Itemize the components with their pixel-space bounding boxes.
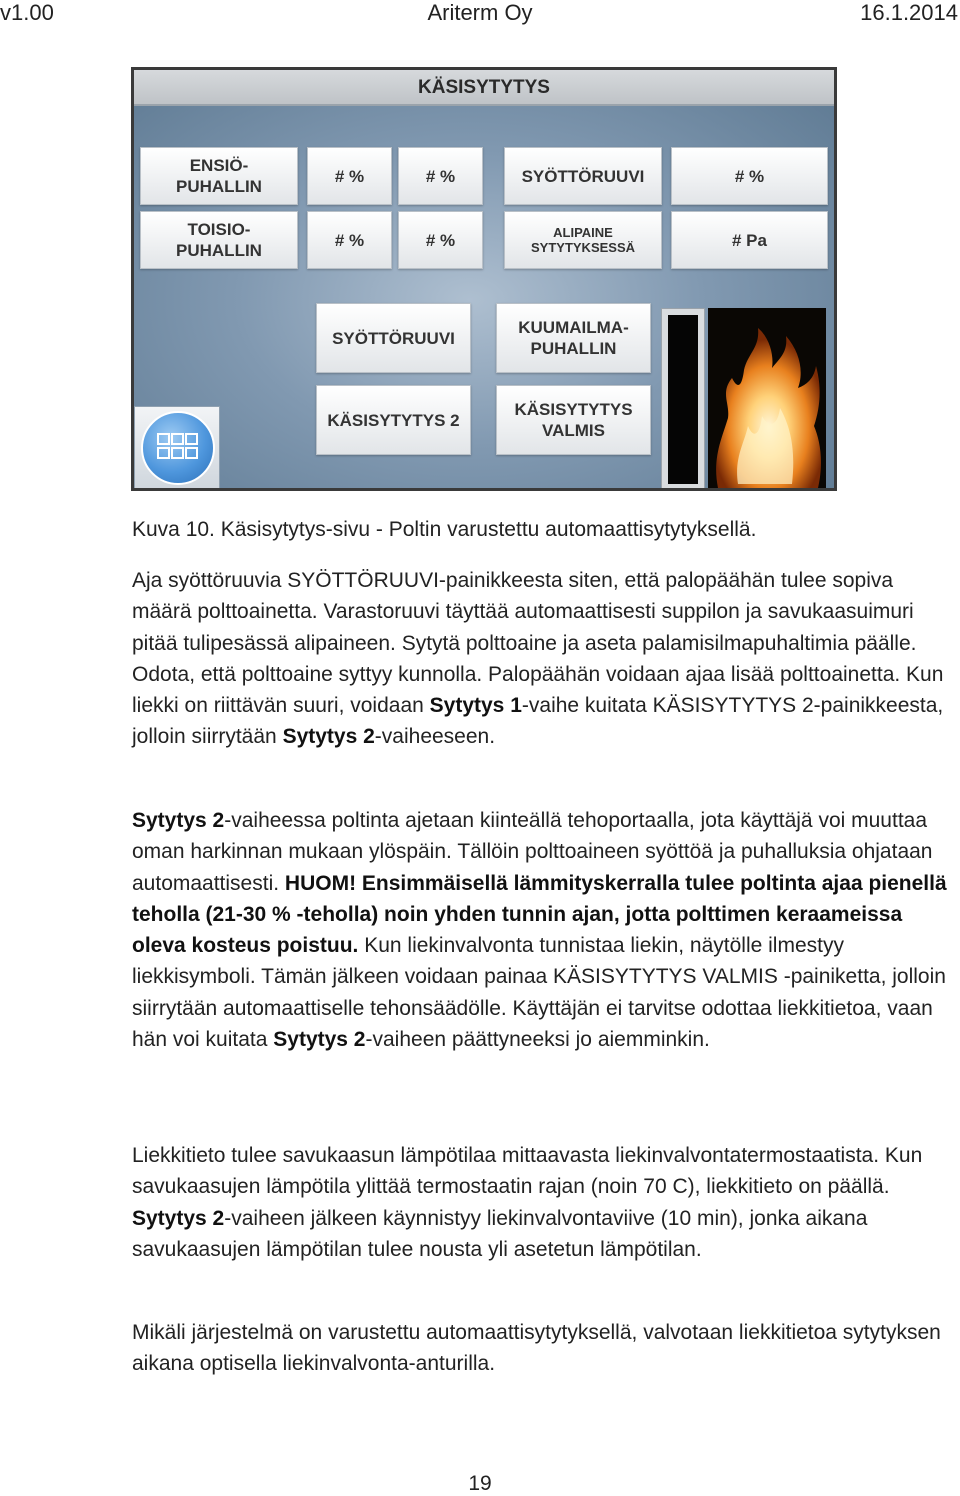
kuumailmapuhallin-button[interactable]: KUUMAILMA- PUHALLIN xyxy=(496,303,651,373)
ensio-percent-2-button[interactable]: # % xyxy=(398,147,483,205)
syottoruuvi-button[interactable]: SYÖTTÖRUUVI xyxy=(316,303,471,373)
figure-caption: Kuva 10. Käsisytytys-sivu - Poltin varustettu automaattisytytyksellä. xyxy=(132,518,757,541)
pressure-pa-button[interactable]: # Pa xyxy=(671,211,828,269)
kasisytytys-valmis-button[interactable]: KÄSISYTYTYS VALMIS xyxy=(496,385,651,455)
company-name: Ariterm Oy xyxy=(427,0,533,25)
p2-text-a: -vaiheessa poltinta ajetaan kiinteällä tehoportaalla, jota käyttäjä voi muuttaa oman harkinnan mukaan ylöspäin. Tällöin polttoaineen syöttöä ja puhalluksia ohjataan automaattisesti. xyxy=(132,809,933,895)
p1-text-d: -vaiheeseen. xyxy=(374,725,496,749)
p2-bold-warning: HUOM! Ensimmäisellä lämmityskerralla tulee poltinta ajaa pienellä teholla (21-30 % -teholla) noin yhden tunnin ajan, jotta polttimen keraameissa oleva kosteus poistuu. xyxy=(132,871,947,958)
flame-level-meter xyxy=(661,308,705,491)
meter-display xyxy=(668,315,698,484)
p3-bold-1: Sytytys 2 xyxy=(132,1206,225,1230)
paragraph-3 xyxy=(132,1140,947,1265)
paragraph-1 xyxy=(132,565,947,753)
syottoruuvi-percent-button[interactable]: # % xyxy=(671,147,828,205)
page-number: 19 xyxy=(468,1472,492,1495)
screen-title: KÄSISYTYTYS xyxy=(134,70,834,106)
doc-date: 16.1.2014 xyxy=(860,0,958,25)
p2-bold-3: Sytytys 2 xyxy=(273,1028,366,1052)
p1-bold-1: Sytytys 1 xyxy=(429,694,522,718)
p2-bold-1: Sytytys 2 xyxy=(132,809,225,832)
toisio-percent-1-button[interactable]: # % xyxy=(307,211,392,269)
p1-text-c: -vaihe kuitata KÄSISYTYTYS 2-painikkeesta, jolloin siirrytään xyxy=(132,694,944,749)
p1-text-a: Aja syöttöruuvia SYÖTTÖRUUVI-painikkeesta siten, että palopäähän tulee sopiva määrä polttoainetta. Varastoruuvi täyttää automaattisesti suppilon ja savukaasuimuri pitää tulipesässä alipaineen. Sytytä polttoaine ja aseta palamisilmapuhaltimia päälle. Odota, että polttoaine syttyy kunnolla. Palopäähän voidaan ajaa lisää polttoainetta. Kun liekki on riittävän suuri, voidaan xyxy=(132,569,944,718)
kasisytytys-2-button[interactable]: KÄSISYTYTYS 2 xyxy=(316,385,471,455)
p1-bold-2: Sytytys 2 xyxy=(282,725,375,749)
doc-version: v1.00 xyxy=(0,0,54,25)
toisio-percent-2-button[interactable]: # % xyxy=(398,211,483,269)
paragraph-4: Mikäli järjestelmä on varustettu automaattisytytyksellä, valvotaan liekkitietoa sytytyksen aikana optisella liekinvalvonta-anturilla. xyxy=(132,1321,941,1376)
p2-text-c: Kun liekinvalvonta tunnistaa liekin, näytölle ilmestyy liekkisymboli. Tämän jälkeen voidaan painaa KÄSISYTYTYS VALMIS -painiketta, jolloin siirrytään automaattiselle tehonsäädölle. Käyttäjän ei tarvitse odottaa liekkitietoa, vaan hän voi kuitata xyxy=(132,934,946,1052)
p3-text-a: Liekkitieto tulee savukaasun lämpötilaa mittaavasta liekinvalvontatermostaatista. Kun savukaasujen lämpötila ylittää termostaatin rajan (noin 70 C), liekkitieto on päällä. xyxy=(132,1144,923,1199)
menu-button[interactable] xyxy=(134,406,220,490)
ensio-percent-1-button[interactable]: # % xyxy=(307,147,392,205)
p3-text-c: -vaiheen jälkeen käynnistyy liekinvalvontaviive (10 min), jonka aikana savukaasujen lämpötilan tulee nousta yli asetetun lämpötilan. xyxy=(132,1206,868,1261)
flame-icon xyxy=(708,308,826,491)
alipaine-sytytyksessa-button[interactable]: ALIPAINE SYTYTYKSESSÄ xyxy=(504,211,662,269)
p2-text-d: -vaiheen päättyneeksi jo aiemminkin. xyxy=(365,1028,710,1052)
grid-menu-icon xyxy=(141,411,215,485)
toisio-puhallin-button[interactable]: TOISIO- PUHALLIN xyxy=(140,211,298,269)
ensio-puhallin-button[interactable]: ENSIÖ- PUHALLIN xyxy=(140,147,298,205)
paragraph-2 xyxy=(132,805,947,1055)
kasisytytys-screen xyxy=(131,67,837,491)
syottoruuvi-status-button[interactable]: SYÖTTÖRUUVI xyxy=(504,147,662,205)
